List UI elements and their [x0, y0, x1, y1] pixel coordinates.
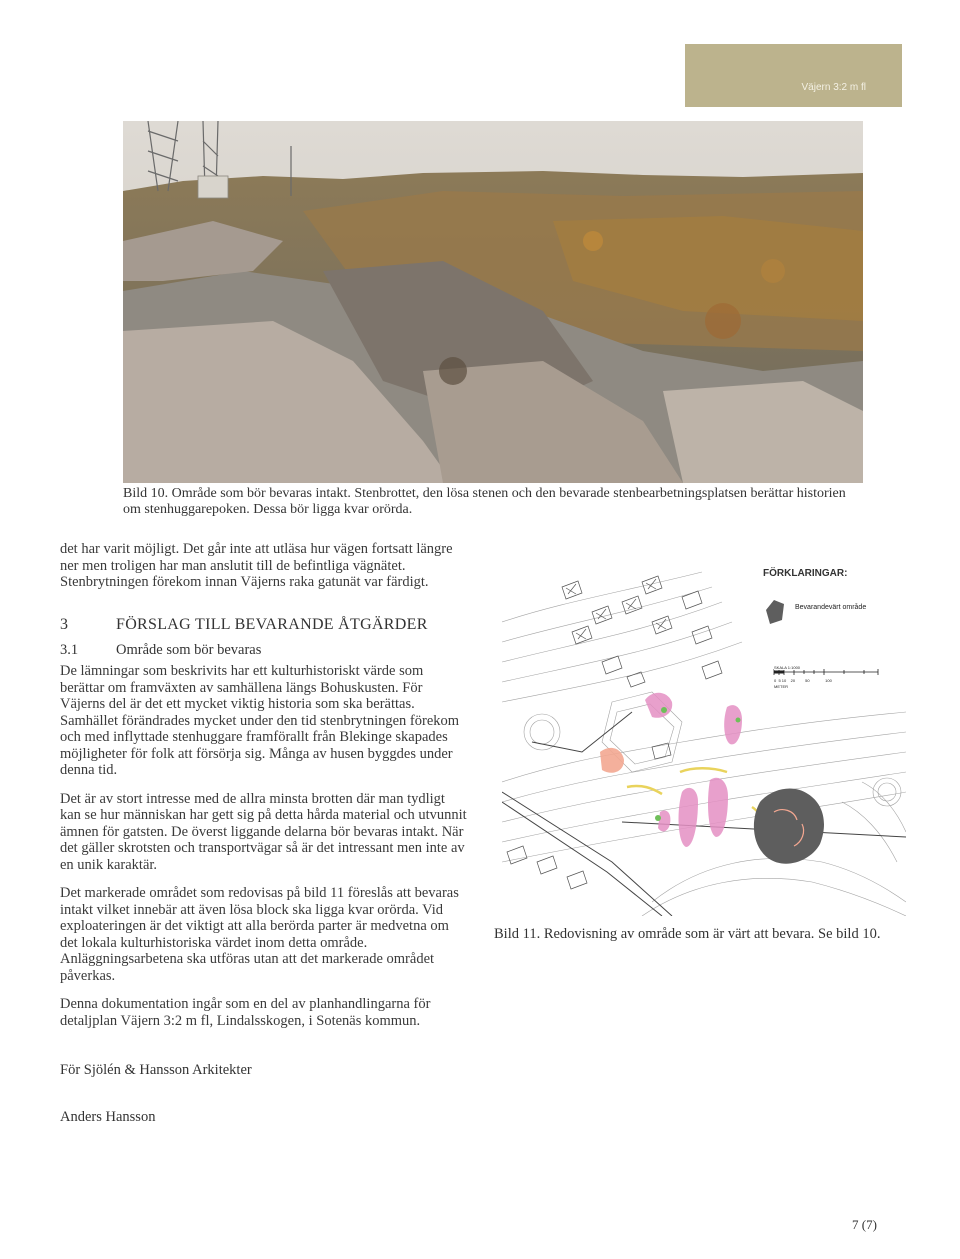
header-title: Väjern 3:2 m fl: [801, 82, 866, 93]
map-scale-unit: METER: [774, 684, 788, 689]
quarry-photo: [123, 121, 863, 483]
subsection-number: 3.1: [60, 642, 79, 658]
signature-name: Anders Hansson: [60, 1109, 156, 1125]
paragraph: Det markerade området som redovisas på bild 11 föreslås att bevaras intakt vilket innebär att även lösa block ska ligga kvar orörda. Vid exploateringen är det viktigt att alla berörda parter är medvetna om det lokala kulturhistoriska värdet inom detta område. Anläggningsarbetena ska utföras utan att det markerade området påverkas.: [60, 885, 459, 984]
section-number: 3: [60, 616, 69, 633]
photo-caption: Bild 10. Område som bör bevaras intakt. Stenbrottet, den lösa stenen och den bevarade stenbearbetningsplatsen berättar historien om stenhuggarepoken. Dessa bör ligga kvar orörda.: [123, 486, 846, 517]
subsection-title: Område som bör bevaras: [116, 642, 262, 658]
paragraph: De lämningar som beskrivits har ett kulturhistoriskt värde som berättar om framväxten av samhällena längs Bohuskusten. För Väjerns del är det ett mycket viktig historia som ska berättas. Samhället förändrades mycket under den tid stenbrytningen förekom och med inflyttade stenhuggare framförallt från Blekinge skapades möjligheter för folk att försörja sig. Många av husen byggdes under denna tid.: [60, 663, 460, 778]
header-tab: [685, 44, 902, 107]
section-title: FÖRSLAG TILL BEVARANDE ÅTGÄRDER: [116, 616, 428, 633]
intro-paragraph: det har varit möjligt. Det går inte att utläsa hur vägen fortsatt längre ner men troligen har man anslutit till de befintliga vägnätet. Stenbrytningen förekom innan Väjerns raka gatunät var färdigt.: [60, 541, 453, 590]
paragraph: Det är av stort intresse med de allra minsta brotten där man tydligt kan se hur människan har gett sig på detta hårda material och utvunnit ämnen för gatsten. De överst liggande delarna bör bevaras intakt. När det gäller skrotsten och transportvägar så är det intressant men inte av en unik karaktär.: [60, 790, 467, 873]
body-text: [60, 663, 468, 1041]
paragraph: Denna dokumentation ingår som en del av planhandlingarna för detaljplan Väjern 3:2 m fl, Lindalsskogen, i Sotenäs kommun.: [60, 996, 431, 1029]
map-caption: Bild 11. Redovisning av område som är värt att bevara. Se bild 10.: [494, 926, 881, 942]
map-legend-title: FÖRKLARINGAR:: [763, 568, 848, 579]
site-map: [502, 562, 906, 916]
signature-firm: För Sjölén & Hansson Arkitekter: [60, 1062, 252, 1078]
map-scale-ticks: 0 5 10 20 50 100: [774, 678, 884, 683]
map-scale-label: SKALA 1:1000: [774, 665, 801, 670]
map-legend-label: Bevarandevärt område: [795, 604, 867, 611]
page-number: 7 (7): [852, 1217, 877, 1232]
